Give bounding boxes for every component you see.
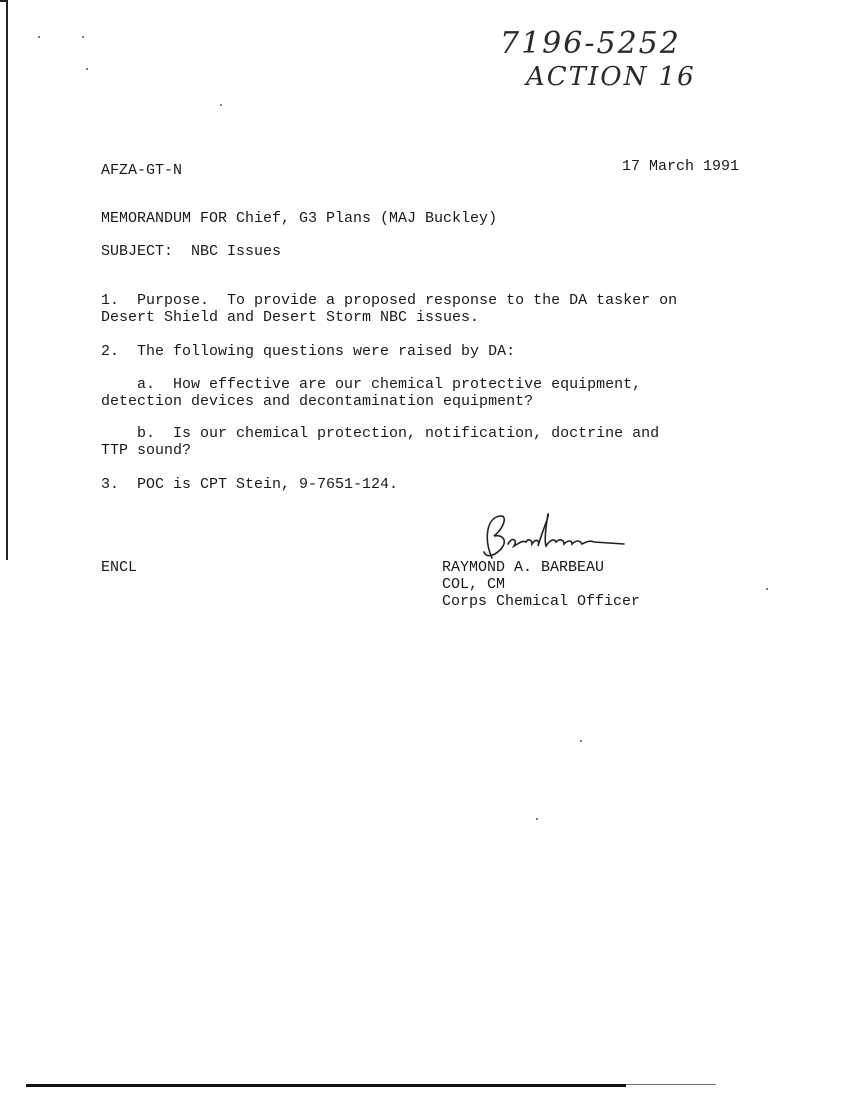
question-b-line-1: b. Is our chemical protection, notification, doctrine and — [101, 425, 660, 442]
question-a-line-2: detection devices and decontamination equipment? — [101, 393, 534, 410]
subject-line: SUBJECT: NBC Issues — [101, 243, 282, 260]
enclosure-label: ENCL — [101, 559, 138, 576]
handwritten-doc-number: 7196-5252 — [500, 26, 681, 61]
signer-title: Corps Chemical Officer — [442, 593, 641, 610]
scan-speck — [220, 104, 222, 106]
scan-speck — [38, 36, 40, 38]
handwritten-action-note: ACTION 16 — [526, 62, 696, 92]
scan-left-edge-rule — [6, 0, 8, 560]
scan-left-edge-tick — [0, 0, 8, 2]
office-symbol: AFZA-GT-N — [101, 162, 183, 179]
paragraph-1-line-2: Desert Shield and Desert Storm NBC issues. — [101, 309, 480, 326]
paragraph-3: 3. POC is CPT Stein, 9-7651-124. — [101, 476, 399, 493]
signer-rank: COL, CM — [442, 576, 506, 593]
paragraph-2: 2. The following questions were raised by DA: — [101, 343, 516, 360]
scan-speck — [86, 68, 88, 70]
signer-name: RAYMOND A. BARBEAU — [442, 559, 605, 576]
question-b-line-2: TTP sound? — [101, 442, 192, 459]
memo-for-line: MEMORANDUM FOR Chief, G3 Plans (MAJ Buckley) — [101, 210, 498, 227]
scan-bottom-edge-rule — [26, 1084, 626, 1087]
paragraph-1-line-1: 1. Purpose. To provide a proposed response to the DA tasker on — [101, 292, 678, 309]
scan-speck — [766, 588, 768, 590]
scan-speck — [82, 36, 84, 38]
scan-speck — [536, 818, 538, 820]
scan-speck — [580, 740, 582, 742]
scan-bottom-edge-rule-faint — [626, 1084, 716, 1085]
question-a-line-1: a. How effective are our chemical protective equipment, — [101, 376, 642, 393]
memo-date: 17 March 1991 — [622, 158, 740, 175]
